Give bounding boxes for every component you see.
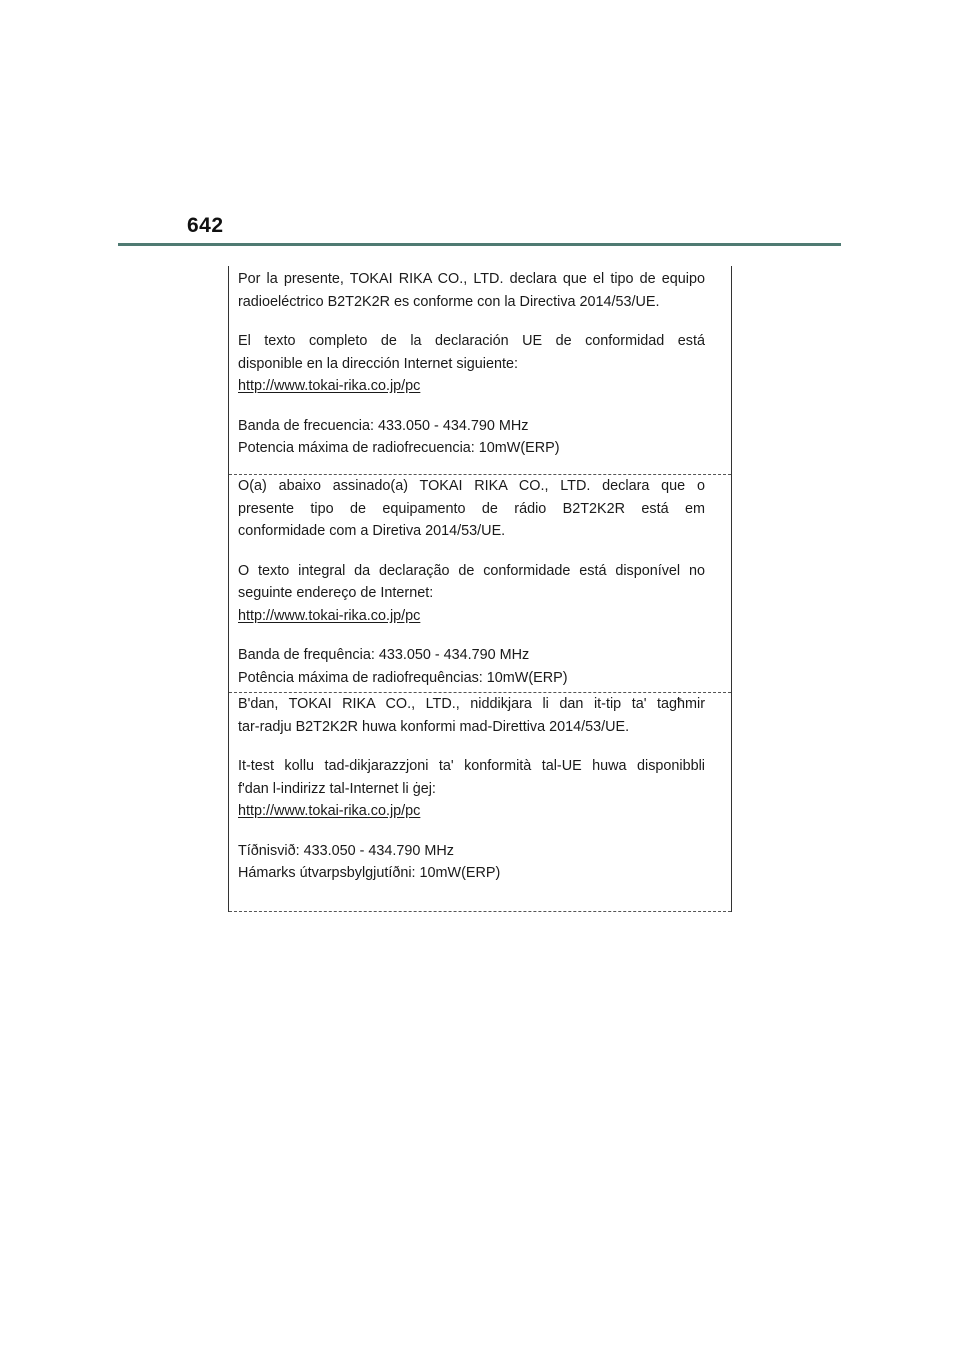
declaration-line: O(a) abaixo assinado(a) TOKAI RIKA CO., LTD. declara que o <box>238 478 705 494</box>
page-number: 642 <box>187 214 224 237</box>
declaration-line: El texto completo de la declaración UE de conformidad está <box>238 333 705 349</box>
declaration-url-link[interactable]: http://www.tokai-rika.co.jp/pc <box>238 607 421 624</box>
declaration-line: It-test kollu tad-dikjarazzjoni ta' konformità tal-UE huwa disponibbli <box>238 758 705 774</box>
declaration-section-pt <box>229 475 731 692</box>
max-power-text: Potência máxima de radiofrequências: 10mW(ERP) <box>238 669 568 686</box>
declaration-section-es <box>229 268 731 474</box>
declaration-line: radioeléctrico B2T2K2R es conforme con la Directiva 2014/53/UE. <box>238 293 660 310</box>
declaration-line: Por la presente, TOKAI RIKA CO., LTD. declara que el tipo de equipo <box>238 271 705 287</box>
declaration-line: disponible en la dirección Internet siguiente: <box>238 355 518 372</box>
max-power-text: Potencia máxima de radiofrecuencia: 10mW(ERP) <box>238 440 560 456</box>
declaration-url-link[interactable]: http://www.tokai-rika.co.jp/pc <box>238 803 421 819</box>
declaration-line: seguinte endereço de Internet: <box>238 585 434 601</box>
declaration-box <box>228 266 732 912</box>
declaration-line: O texto integral da declaração de conformidade está disponível no <box>238 562 705 579</box>
declaration-line: conformidade com a Diretiva 2014/53/UE. <box>238 523 506 539</box>
declaration-line: f'dan l-indirizz tal-Internet li ġej: <box>238 780 436 797</box>
frequency-band-text: Banda de frequência: 433.050 - 434.790 MHz <box>238 647 530 663</box>
header-rule <box>118 243 841 246</box>
declaration-line: tar-radju B2T2K2R huwa konformi mad-Direttiva 2014/53/UE. <box>238 718 630 735</box>
declaration-line: B'dan, TOKAI RIKA CO., LTD., niddikjara li dan it-tip ta' tagħmir <box>238 696 705 712</box>
declaration-section-mt <box>229 693 731 911</box>
max-power-text: Hámarks útvarpsbylgjutíðni: 10mW(ERP) <box>238 865 501 881</box>
declaration-url-link[interactable]: http://www.tokai-rika.co.jp/pc <box>238 378 421 394</box>
section-divider <box>229 911 731 912</box>
frequency-band-text: Banda de frecuencia: 433.050 - 434.790 MHz <box>238 417 529 434</box>
frequency-band-text: Tíðnisvið: 433.050 - 434.790 MHz <box>238 842 454 859</box>
declaration-line: presente tipo de equipamento de rádio B2T2K2R está em <box>238 500 705 517</box>
